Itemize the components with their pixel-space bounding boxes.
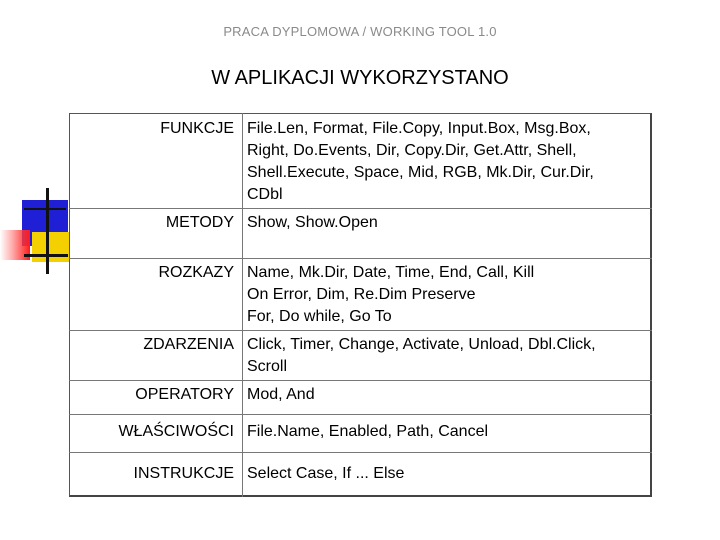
row-value-line: File.Len, Format, File.Copy, Input.Box, Msg.Box,	[247, 120, 591, 137]
row-value-line: Name, Mk.Dir, Date, Time, End, Call, Kill	[247, 264, 535, 281]
row-separator	[69, 414, 652, 415]
vertical-line	[46, 188, 49, 274]
row-label: ROZKAZY	[158, 264, 234, 281]
row-value-line: File.Name, Enabled, Path, Cancel	[247, 423, 489, 440]
row-value-line: For, Do while, Go To	[247, 308, 392, 325]
horizontal-line-top	[24, 208, 66, 210]
row-value-line: Shell.Execute, Space, Mid, RGB, Mk.Dir, Cur.Dir,	[247, 164, 594, 181]
row-value-line: CDbl	[247, 186, 283, 203]
row-separator	[69, 208, 652, 209]
row-separator	[69, 452, 652, 453]
row-label: METODY	[165, 214, 234, 231]
row-value-line: Mod, And	[247, 386, 315, 403]
slide-header: PRACA DYPLOMOWA / WORKING TOOL 1.0	[223, 24, 497, 39]
row-separator	[69, 258, 652, 259]
row-label: ZDARZENIA	[143, 336, 234, 353]
row-label: INSTRUKCJE	[133, 465, 234, 482]
row-value-line: Show, Show.Open	[247, 214, 378, 231]
row-value-line: On Error, Dim, Re.Dim Preserve	[247, 286, 476, 303]
row-value-line: Right, Do.Events, Dir, Copy.Dir, Get.Attr, Shell,	[247, 142, 577, 159]
slide-title: W APLIKACJI WYKORZYSTANO	[211, 67, 509, 89]
row-label: FUNKCJE	[160, 120, 234, 137]
horizontal-line	[24, 254, 68, 257]
row-label: WŁAŚCIWOŚCI	[118, 423, 234, 440]
row-value-line: Click, Timer, Change, Activate, Unload, Dbl.Click,	[247, 336, 596, 353]
row-separator	[69, 380, 652, 381]
yellow-square	[32, 232, 70, 262]
column-separator	[242, 113, 243, 497]
row-separator	[69, 330, 652, 331]
row-label: OPERATORY	[135, 386, 234, 403]
decorative-blocks-graphic	[0, 186, 80, 276]
row-value-line: Select Case, If ... Else	[247, 465, 405, 482]
row-value-line: Scroll	[247, 358, 288, 375]
